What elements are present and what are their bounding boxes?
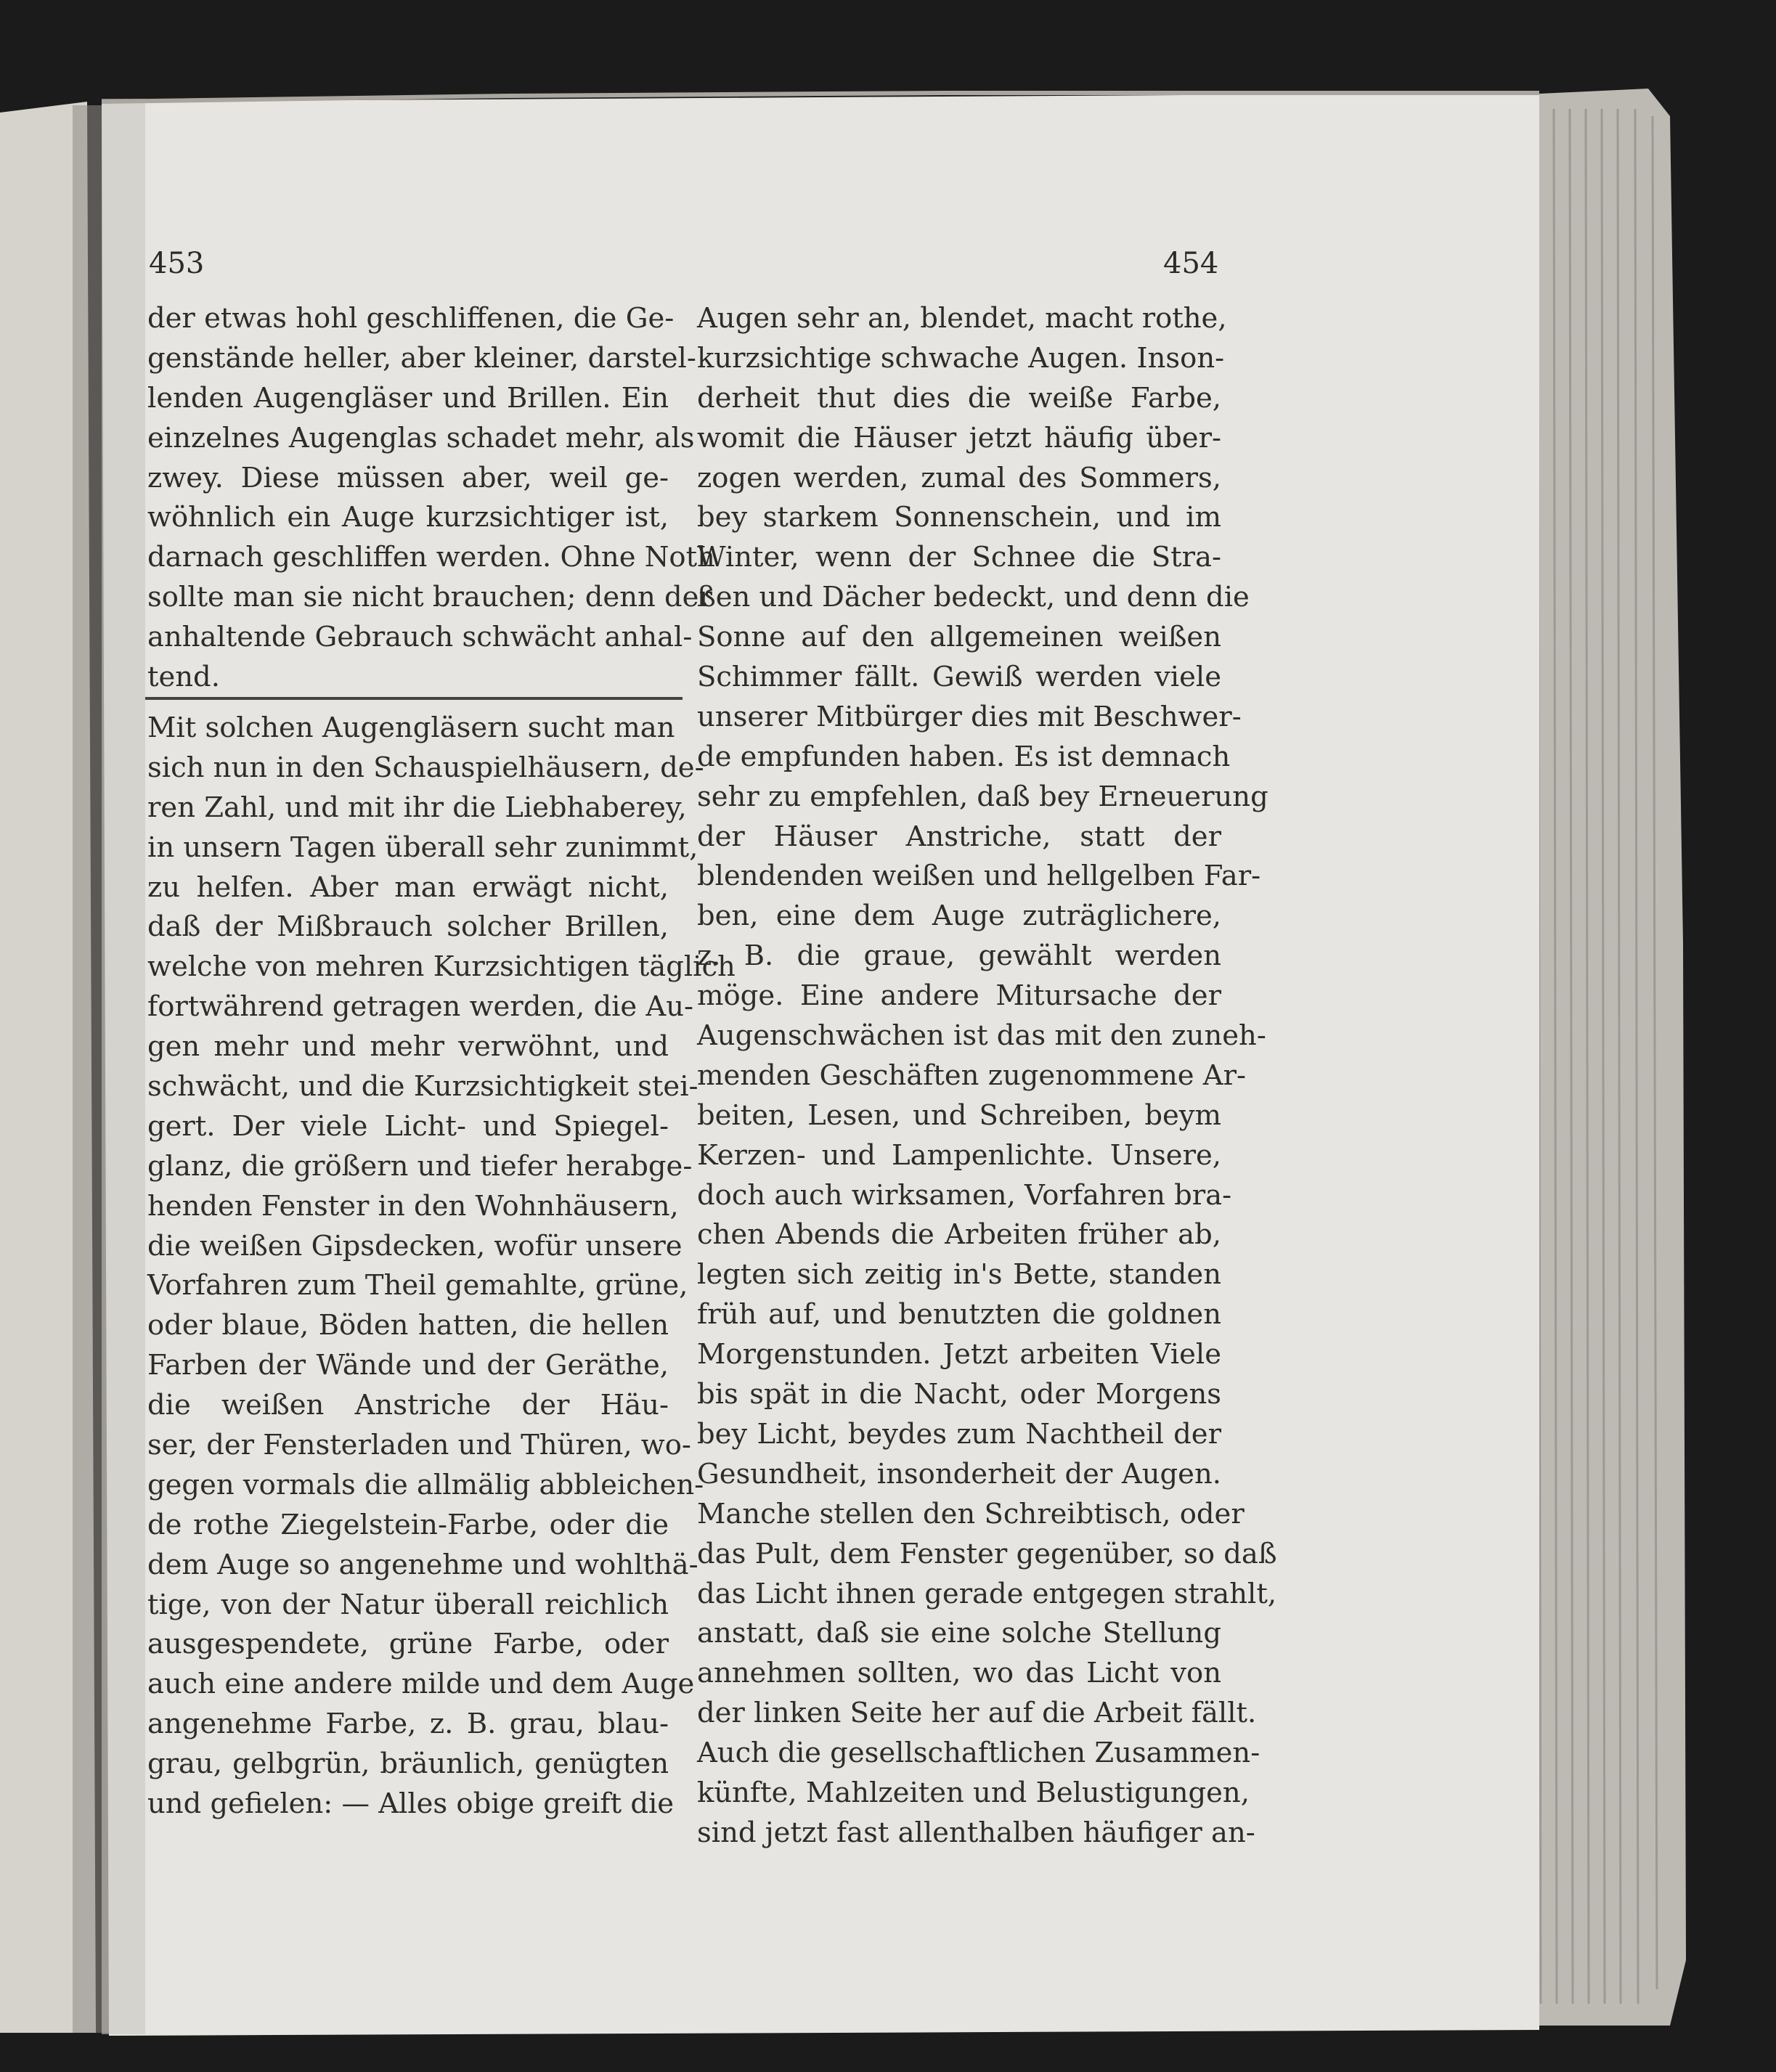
text-line: Schimmer fällt. Gewiß werden viele — [697, 661, 1221, 694]
text-line: zu helfen. Aber man erwägt nicht, — [147, 870, 669, 904]
main-page-shade — [102, 99, 145, 2034]
text-line: womit die Häuser jetzt häufig über- — [697, 421, 1221, 454]
text-line: glanz, die größern und tiefer herabge- — [147, 1149, 693, 1183]
text-line: oder blaue, Böden hatten, die hellen — [147, 1309, 669, 1342]
text-line: der etwas hohl geschliffenen, die Ge- — [147, 302, 675, 335]
text-line: daß der Mißbrauch solcher Brillen, — [147, 910, 669, 944]
text-line: Sonne auf den allgemeinen weißen — [697, 621, 1221, 654]
text-line: anstatt, daß sie eine solche Stellung — [697, 1617, 1221, 1650]
text-line: ren Zahl, und mit ihr die Liebhaberey, — [147, 791, 687, 824]
text-line: bey starkem Sonnenschein, und im — [697, 501, 1221, 534]
text-line: dem Auge so angenehme und wohlthä- — [147, 1548, 698, 1581]
text-line: unserer Mitbürger dies mit Beschwer- — [697, 700, 1242, 733]
text-line: bis spät in die Nacht, oder Morgens — [697, 1378, 1221, 1411]
text-line: welche von mehren Kurzsichtigen täglich — [147, 950, 736, 984]
text-line: Farben der Wände und der Geräthe, — [147, 1349, 669, 1382]
text-line: Morgenstunden. Jetzt arbeiten Viele — [697, 1338, 1221, 1371]
text-line: sehr zu empfehlen, daß bey Erneuerung — [697, 780, 1268, 813]
right-column — [697, 299, 1277, 1853]
text-line: auch eine andere milde und dem Auge — [147, 1668, 695, 1701]
text-line: annehmen sollten, wo das Licht von — [697, 1657, 1221, 1690]
text-line: Kerzen- und Lampenlichte. Unsere, — [697, 1138, 1221, 1172]
text-line: gegen vormals die allmälig abbleichen- — [147, 1468, 704, 1501]
text-line: de empfunden haben. Es ist demnach — [697, 740, 1231, 773]
text-line: in unsern Tagen überall sehr zunimmt, — [147, 831, 698, 864]
text-line: lenden Augengläser und Brillen. Ein — [147, 381, 669, 415]
text-line: darnach geschliffen werden. Ohne Noth — [147, 541, 715, 574]
text-line: gen mehr und mehr verwöhnt, und — [147, 1030, 669, 1064]
text-line: ben, eine dem Auge zuträglichere, — [697, 900, 1221, 933]
text-line: Winter, wenn der Schnee die Stra- — [697, 541, 1221, 574]
text-line: der Häuser Anstriche, statt der — [697, 820, 1221, 853]
text-line: grau, gelbgrün, bräunlich, genügten — [147, 1747, 669, 1781]
text-line: Gesundheit, insonderheit der Augen. — [697, 1457, 1221, 1490]
text-line: früh auf, und benutzten die goldnen — [697, 1298, 1221, 1331]
left-column-bottom — [147, 709, 736, 1824]
text-line: Augenschwächen ist das mit den zuneh- — [697, 1019, 1266, 1053]
text-line: die weißen Anstriche der Häu- — [147, 1389, 669, 1422]
text-line: kurzsichtige schwache Augen. Inson- — [697, 341, 1225, 375]
text-line: gert. Der viele Licht- und Spiegel- — [147, 1109, 669, 1143]
text-line: Auch die gesellschaftlichen Zusammen- — [697, 1737, 1260, 1770]
text-line: fortwährend getragen werden, die Au- — [147, 990, 694, 1024]
text-line: Mit solchen Augengläsern sucht man — [147, 711, 675, 744]
text-line: sollte man sie nicht brauchen; denn der — [147, 581, 712, 614]
text-line: henden Fenster in den Wohnhäusern, — [147, 1189, 679, 1223]
text-line: möge. Eine andere Mitursache der — [697, 979, 1221, 1013]
text-line: das Pult, dem Fenster gegenüber, so daß — [697, 1537, 1277, 1570]
text-line: die weißen Gipsdecken, wofür unsere — [147, 1229, 683, 1263]
text-line: wöhnlich ein Auge kurzsichtiger ist, — [147, 501, 669, 534]
text-line: genstände heller, aber kleiner, darstel- — [147, 341, 696, 375]
page-number-left: 453 — [149, 247, 205, 280]
page-number-right: 454 — [1163, 247, 1219, 280]
text-line: angenehme Farbe, z. B. grau, blau- — [147, 1708, 669, 1741]
text-line: doch auch wirksamen, Vorfahren bra- — [697, 1178, 1232, 1212]
text-line: z. B. die graue, gewählt werden — [697, 939, 1221, 973]
text-line: Augen sehr an, blendet, macht rothe, — [697, 302, 1227, 335]
text-line: zogen werden, zumal des Sommers, — [697, 461, 1221, 494]
text-line: derheit thut dies die weiße Farbe, — [697, 381, 1221, 415]
text-line: bey Licht, beydes zum Nachtheil der — [697, 1417, 1221, 1451]
text-line: tend. — [147, 661, 220, 694]
text-line: schwächt, und die Kurzsichtigkeit stei- — [147, 1070, 698, 1104]
text-line: ßen und Dächer bedeckt, und denn die — [697, 581, 1250, 614]
text-line: das Licht ihnen gerade entgegen strahlt, — [697, 1577, 1277, 1610]
text-line: tige, von der Natur überall reichlich — [147, 1588, 669, 1621]
text-line: der linken Seite her auf die Arbeit fällt. — [697, 1697, 1257, 1730]
text-line: anhaltende Gebrauch schwächt anhal- — [147, 621, 693, 654]
left-column-top — [147, 299, 715, 698]
text-line: und gefielen: — Alles obige greift die — [147, 1787, 675, 1821]
text-line: zwey. Diese müssen aber, weil ge- — [147, 461, 669, 494]
text-line: menden Geschäften zugenommene Ar- — [697, 1059, 1247, 1092]
text-line: sind jetzt fast allenthalben häufiger an- — [697, 1816, 1255, 1849]
text-line: blendenden weißen und hellgelben Far- — [697, 860, 1261, 893]
text-line: Manche stellen den Schreibtisch, oder — [697, 1497, 1245, 1530]
text-line: ausgespendete, grüne Farbe, oder — [147, 1628, 669, 1661]
text-line: legten sich zeitig in's Bette, standen — [697, 1258, 1221, 1292]
text-line: sich nun in den Schauspielhäusern, de- — [147, 751, 704, 784]
text-line: Vorfahren zum Theil gemahlte, grüne, — [147, 1269, 688, 1302]
text-line: beiten, Lesen, und Schreiben, beym — [697, 1098, 1221, 1132]
text-line: chen Abends die Arbeiten früher ab, — [697, 1218, 1221, 1252]
page-edges-right — [1525, 89, 1686, 2026]
text-line: einzelnes Augenglas schadet mehr, als — [147, 421, 695, 454]
text-line: de rothe Ziegelstein-Farbe, oder die — [147, 1508, 669, 1541]
text-line: ser, der Fensterladen und Thüren, wo- — [147, 1429, 691, 1462]
text-line: künfte, Mahlzeiten und Belustigungen, — [697, 1776, 1250, 1809]
